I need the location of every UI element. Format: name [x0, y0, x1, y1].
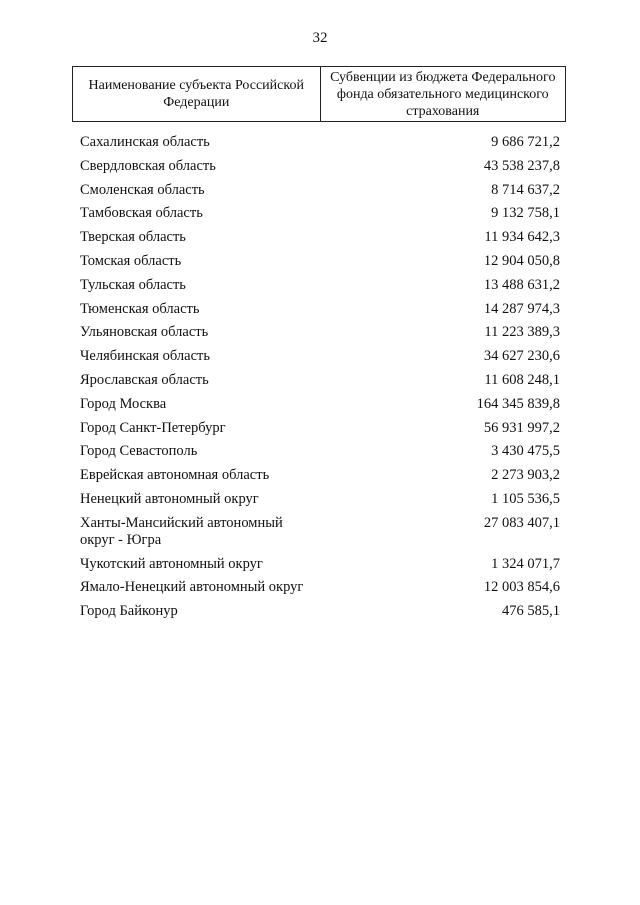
row-value: 9 132 758,1	[491, 205, 560, 222]
row-value: 43 538 237,8	[483, 157, 560, 174]
row-value: 11 934 642,3	[484, 229, 560, 246]
row-name: Сахалинская область	[80, 134, 210, 150]
row-value: 11 608 248,1	[484, 371, 560, 388]
row-name: Город Байконур	[80, 603, 178, 620]
table-row	[80, 556, 560, 573]
table-row	[80, 253, 560, 270]
row-name: Тамбовская область	[80, 205, 203, 222]
row-name: Тверская область	[80, 229, 186, 246]
row-value: 2 273 903,2	[491, 467, 560, 484]
row-name: Еврейская автономная область	[80, 467, 270, 484]
row-value: 3 430 475,5	[491, 443, 560, 460]
row-name: Чукотский автономный округ	[80, 555, 263, 572]
table-header	[72, 66, 566, 122]
table-row	[80, 134, 560, 151]
row-name: Ярославская область	[80, 371, 209, 388]
row-name: Ханты-Мансийский автономный округ - Югра	[80, 514, 283, 548]
row-value: 164 345 839,8	[476, 395, 560, 412]
table-row	[80, 158, 560, 175]
row-name: Ульяновская область	[80, 324, 209, 341]
row-name: Тюменская область	[80, 300, 200, 317]
column-header-subject: Наименование субъекта Российской Федерации	[73, 67, 321, 122]
page-number: 32	[312, 30, 328, 46]
row-name: Город Санкт-Петербург	[80, 419, 226, 436]
row-value: 1 105 536,5	[491, 490, 560, 507]
column-header-subventions: Субвенции из бюджета Федерального фонда обязательного медицинского страхования	[320, 67, 565, 122]
row-name: Томская область	[80, 252, 182, 269]
row-name: Город Москва	[80, 395, 167, 412]
table-row	[80, 205, 560, 222]
table-row	[80, 301, 560, 318]
row-name: Свердловская область	[80, 157, 216, 174]
row-value: 1 324 071,7	[491, 555, 560, 572]
row-value: 476 585,1	[502, 603, 560, 620]
table-row	[80, 229, 560, 246]
row-value: 11 223 389,3	[484, 324, 560, 341]
table-row	[80, 348, 560, 365]
row-value: 8 714 637,2	[491, 181, 560, 198]
row-value: 34 627 230,6	[483, 348, 560, 365]
table-row	[80, 579, 560, 596]
row-name: Ямало-Ненецкий автономный округ	[80, 579, 304, 596]
header-row	[73, 67, 566, 122]
table-row	[80, 467, 560, 484]
row-name: Тульская область	[80, 276, 186, 293]
row-name: Челябинская область	[80, 348, 210, 365]
row-value: 27 083 407,1	[483, 514, 560, 531]
table-row	[80, 443, 560, 460]
table-row	[80, 396, 560, 413]
table-row	[80, 324, 560, 341]
table-row	[80, 182, 560, 199]
table-body	[80, 134, 560, 627]
table-row	[80, 277, 560, 294]
row-value: 13 488 631,2	[483, 276, 560, 293]
table-row	[80, 420, 560, 437]
table-row	[80, 372, 560, 389]
row-value: 56 931 997,2	[483, 419, 560, 436]
table-row	[80, 515, 560, 549]
row-value: 14 287 974,3	[483, 300, 560, 317]
row-name: Город Севастополь	[80, 443, 198, 460]
row-name: Смоленская область	[80, 181, 205, 198]
table-row	[80, 603, 560, 620]
row-value: 9 686 721,2	[491, 134, 560, 150]
table-row	[80, 491, 560, 508]
row-value: 12 904 050,8	[483, 252, 560, 269]
row-name: Ненецкий автономный округ	[80, 490, 259, 507]
row-value: 12 003 854,6	[483, 579, 560, 596]
